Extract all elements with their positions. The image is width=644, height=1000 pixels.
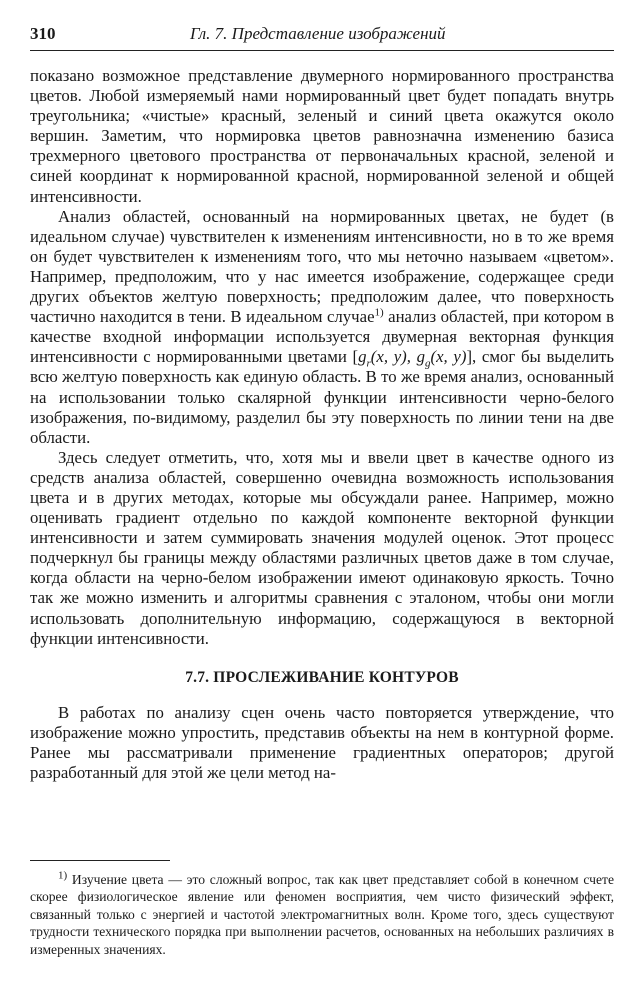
page-number: 310: [30, 24, 56, 43]
footnote-text: Изучение цвета — это сложный вопрос, так как цвет представляет собой в конечном счете скорее физиологическое явление или феномен восприятия, чем чисто физический эффект, связанный только с энергией и частотой электромагнитных волн. Кроме того, здесь существуют трудности технического порядка при выполнении расчетов, основанных на небольших различиях в измеренных значениях.: [30, 872, 614, 957]
footnote-marker: 1): [58, 869, 68, 882]
formula-arguments: (x, y),: [370, 347, 411, 367]
paragraph-text-part: Анализ областей, основанный на нормированных цветах, не будет (в идеальном случае) чувствителен к изменениям интенсивности, но в то же время он будет чувствителен к изменениям того, что мы неточно называем «цветом». Например, предположим, что у нас имеется изображение, содержащее среди других объектов желтую поверхность; предположим далее, что поверхность частично находится в тени. В идеальном случае: [30, 206, 614, 327]
main-text: [30, 66, 614, 783]
page-header: [30, 24, 614, 51]
formula-symbol: g: [358, 347, 367, 367]
paragraph-contour-tracking: В работах по анализу сцен очень часто повторяется утверждение, что изображение можно упростить, представив объекты на нем в контурной форме. Ранее мы рассматривали применение градиентных операторов; другой разработанный для этой же цели метод на-: [30, 702, 614, 783]
formula-symbol: g: [416, 347, 426, 367]
formula-subscript: g: [425, 357, 431, 370]
footnote-reference: 1): [374, 306, 384, 319]
formula-arguments: (x, y): [430, 347, 467, 367]
section-heading: 7.7. ПРОСЛЕЖИВАНИЕ КОНТУРОВ: [185, 668, 459, 686]
paragraph-text-part: ], смог бы выделить всю желтую поверхность как единую область. В то же время анализ, основанный на использовании только скалярной функции интенсивности черно-белого изображения, по-видимому, разделил бы эту поверхность по линии тени на две области.: [30, 347, 614, 447]
running-head: Гл. 7. Представление изображений: [190, 24, 446, 43]
paragraph-color-methods: Здесь следует отметить, что, хотя мы и ввели цвет в качестве одного из средств анализа областей, совершенно очевидна возможность использования цвета и в других методах, которые мы обсуждали ранее. Например, можно оценивать градиент отдельно по каждой компоненте векторной функции интенсивности и затем суммировать значения модулей оценок. Этот процесс подчеркнул бы границы между областями различных цветов даже в том случае, когда области на черно-белом изображении имеют одинаковую яркость. Точно так же можно изменить и алгоритмы сравнения с эталоном, чтобы они могли использовать дополнительную информацию, содержащуюся в векторной функции интенсивности.: [30, 447, 614, 648]
paragraph-region-analysis: [30, 207, 614, 448]
formula-subscript: r: [366, 357, 371, 370]
footnote: [30, 871, 614, 958]
paragraph-continuation: показано возможное представление двумерного нормированного пространства цветов. Любой измеряемый нами нормированный цвет будет попадать внутрь треугольника; «чистые» красный, зеленый и синий цвета окажутся около вершин. Заметим, что нормировка цветов равнозначна изменению базиса трехмерного цветового пространства от первоначальных красной, зеленой и синей координат к нормированной красной, нормированной зеленой и общей интенсивности.: [30, 66, 614, 206]
paragraph-text-part: анализ областей, при котором в качестве входной информации используется двумерная векторная функция интенсивности с нормированными цветами [: [30, 307, 614, 367]
footnote-divider: [30, 860, 170, 861]
